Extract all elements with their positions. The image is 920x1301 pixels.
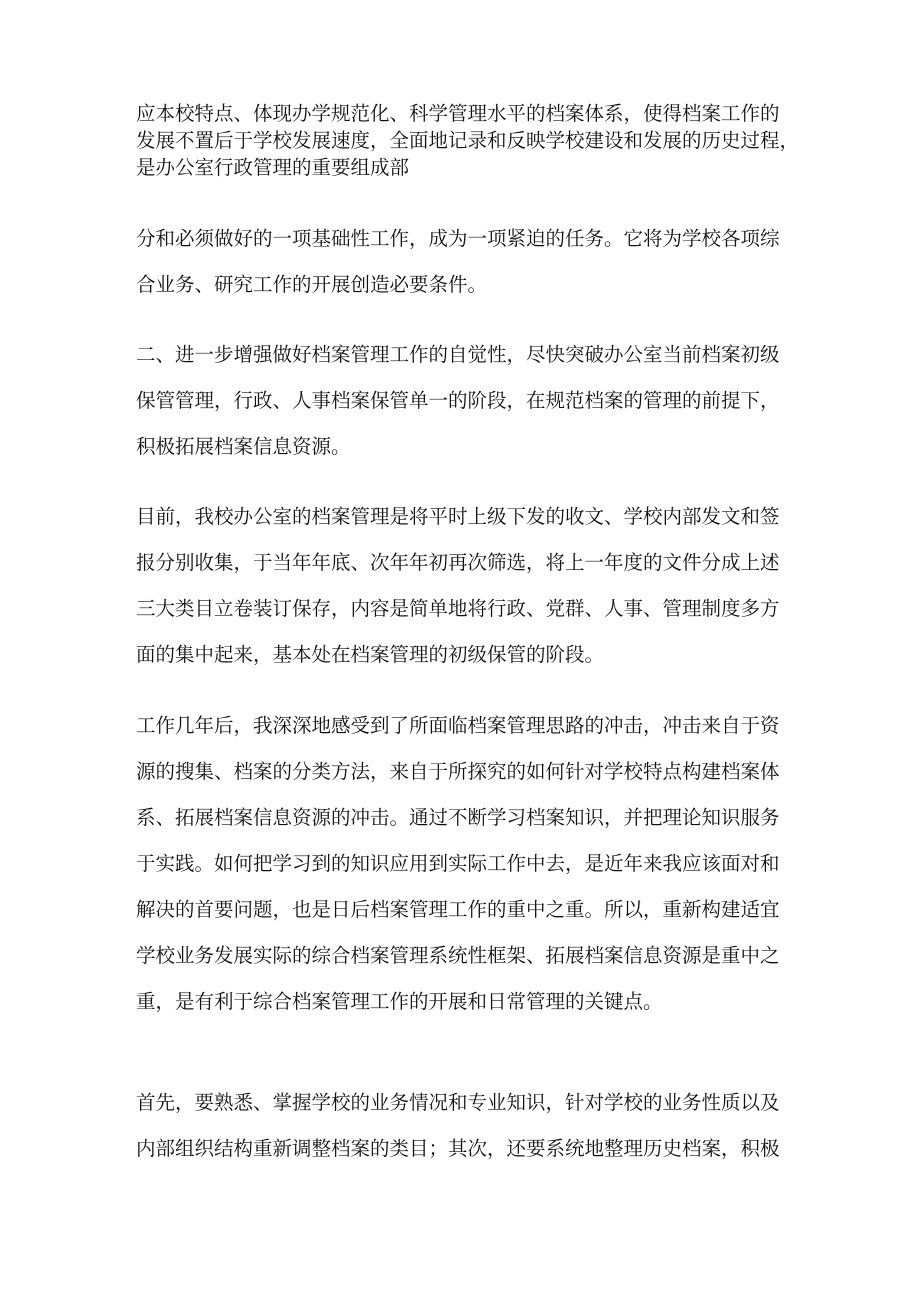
text-line: 解决的首要问题，也是日后档案管理工作的重中之重。所以，重新构建适宜 xyxy=(136,898,780,921)
text-line: 面的集中起来，基本处在档案管理的初级保管的阶段。 xyxy=(136,643,605,666)
paragraph-2 xyxy=(136,216,816,308)
text-line: 保管管理，行政、人事档案保管单一的阶段，在规范档案的管理的前提下， xyxy=(136,389,780,412)
paragraph-3 xyxy=(136,332,816,470)
paragraph-6 xyxy=(136,1080,816,1172)
text-line: 于实践。如何把学习到的知识应用到实际工作中去，是近年来我应该面对和 xyxy=(136,852,780,875)
text-line: 学校业务发展实际的综合档案管理系统性框架、拓展档案信息资源是重中之 xyxy=(136,944,780,967)
text-line: 目前，我校办公室的档案管理是将平时上级下发的收文、学校内部发文和签 xyxy=(136,505,780,528)
text-line: 二、进一步增强做好档案管理工作的自觉性，尽快突破办公室当前档案初级 xyxy=(136,343,780,366)
text-line: 源的搜集、档案的分类方法，来自于所探究的如何针对学校特点构建档案体 xyxy=(136,760,780,783)
text-line: 积极拓展档案信息资源。 xyxy=(136,435,351,458)
text-line: 首先，要熟悉、掌握学校的业务情况和专业知识，针对学校的业务性质以及 xyxy=(136,1091,780,1114)
text-line: 分和必须做好的一项基础性工作，成为一项紧迫的任务。它将为学校各项综 xyxy=(136,227,780,250)
text-line: 合业务、研究工作的开展创造必要条件。 xyxy=(136,273,488,296)
text-line: 内部组织结构重新调整档案的类目；其次，还要系统地整理历史档案，积极 xyxy=(136,1137,780,1160)
paragraph-4 xyxy=(136,494,816,678)
paragraph-5 xyxy=(136,703,816,1025)
text-line: 发展不置后于学校发展速度，全面地记录和反映学校建设和发展的历史过程， xyxy=(136,129,800,152)
text-line: 系、拓展档案信息资源的冲击。通过不断学习档案知识，并把理论知识服务 xyxy=(136,806,780,829)
text-line: 是办公室行政管理的重要组成部 xyxy=(136,156,410,179)
paragraph-1 xyxy=(136,100,816,181)
text-line: 三大类目立卷装订保存，内容是简单地将行政、党群、人事、管理制度多方 xyxy=(136,597,780,620)
text-line: 工作几年后，我深深地感受到了所面临档案管理思路的冲击，冲击来自于资 xyxy=(136,714,780,737)
text-line: 应本校特点、体现办学规范化、科学管理水平的档案体系，使得档案工作的 xyxy=(136,102,780,125)
text-line: 报分别收集，于当年年底、次年年初再次筛选，将上一年度的文件分成上述 xyxy=(136,551,780,574)
text-line: 重，是有利于综合档案管理工作的开展和日常管理的关键点。 xyxy=(136,990,663,1013)
